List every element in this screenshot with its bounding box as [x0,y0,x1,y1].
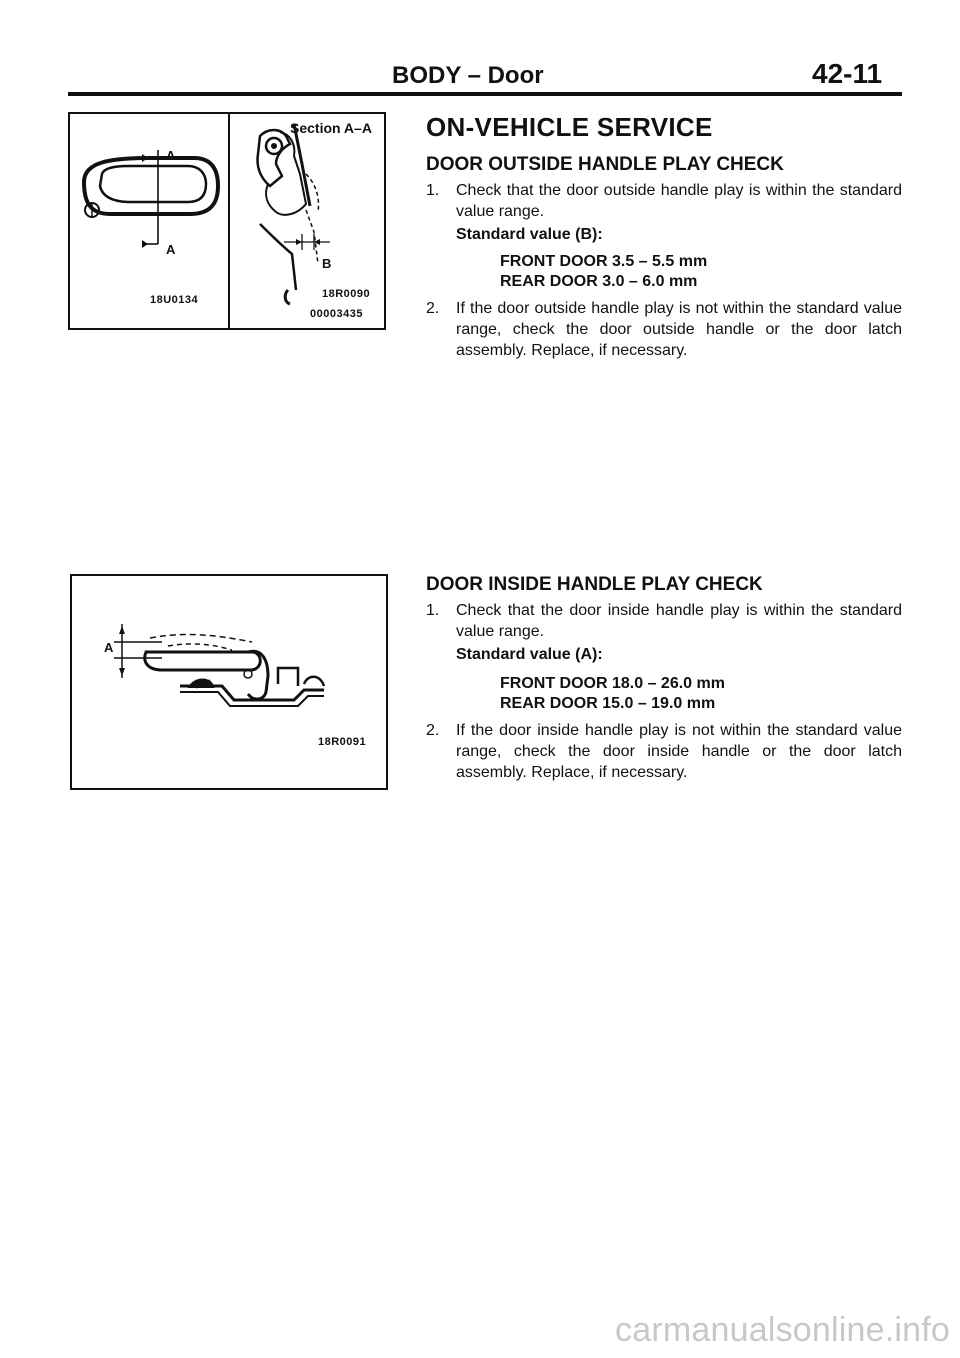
dimension-label-a: A [104,640,114,655]
outside-front-value: FRONT DOOR 3.5 – 5.5 mm [500,253,708,270]
figure-code-right: 18R0090 [322,288,371,300]
inside-rear-value: REAR DOOR 15.0 – 19.0 mm [500,695,716,712]
step-text: If the door inside handle play is not within the standard value range, check the door inside handle or the door latch assembly. Replace, if necessary. [456,722,902,781]
step-number: 2. [426,300,440,317]
step-number: 2. [426,722,440,739]
step-text: Check that the door outside handle play is within the standard value range. [456,182,902,220]
figure-code-left: 18U0134 [150,294,199,306]
step-text: Check that the door inside handle play is within the standard value range. [456,602,902,640]
section-marker-bottom: A [166,242,176,257]
site-watermark: carmanualsonline.info [615,1311,950,1349]
section-title: Section A–A [290,120,372,136]
step-number: 1. [426,182,440,199]
step-text: If the door outside handle play is not within the standard value range, check the door outside handle or the door latch assembly. Replace, if necessary. [456,300,902,359]
inside-handle-figure [70,574,388,790]
header-rule [68,92,902,96]
outside-handle-figure [68,112,386,330]
dimension-label-b: B [322,256,332,271]
outside-rear-value: REAR DOOR 3.0 – 6.0 mm [500,273,698,290]
outside-standard-label: Standard value (B): [456,226,603,243]
section-marker-top: A [166,148,176,163]
page-header-title: BODY – Door [392,62,544,89]
step-number: 1. [426,602,440,619]
inside-standard-label: Standard value (A): [456,646,603,663]
figure-code: 18R0091 [318,736,367,748]
outside-step-1 [426,180,906,224]
outside-check-heading: DOOR OUTSIDE HANDLE PLAY CHECK [426,154,784,175]
inside-step-1 [426,600,906,644]
page-number: 42-11 [812,58,883,89]
outside-step-2 [426,298,906,364]
figure-code-right-2: 00003435 [310,308,363,320]
inside-handle-drawing [72,576,386,788]
section-heading: ON-VEHICLE SERVICE [426,112,713,142]
inside-check-heading: DOOR INSIDE HANDLE PLAY CHECK [426,574,763,595]
inside-front-value: FRONT DOOR 18.0 – 26.0 mm [500,675,725,692]
inside-step-2 [426,720,906,786]
